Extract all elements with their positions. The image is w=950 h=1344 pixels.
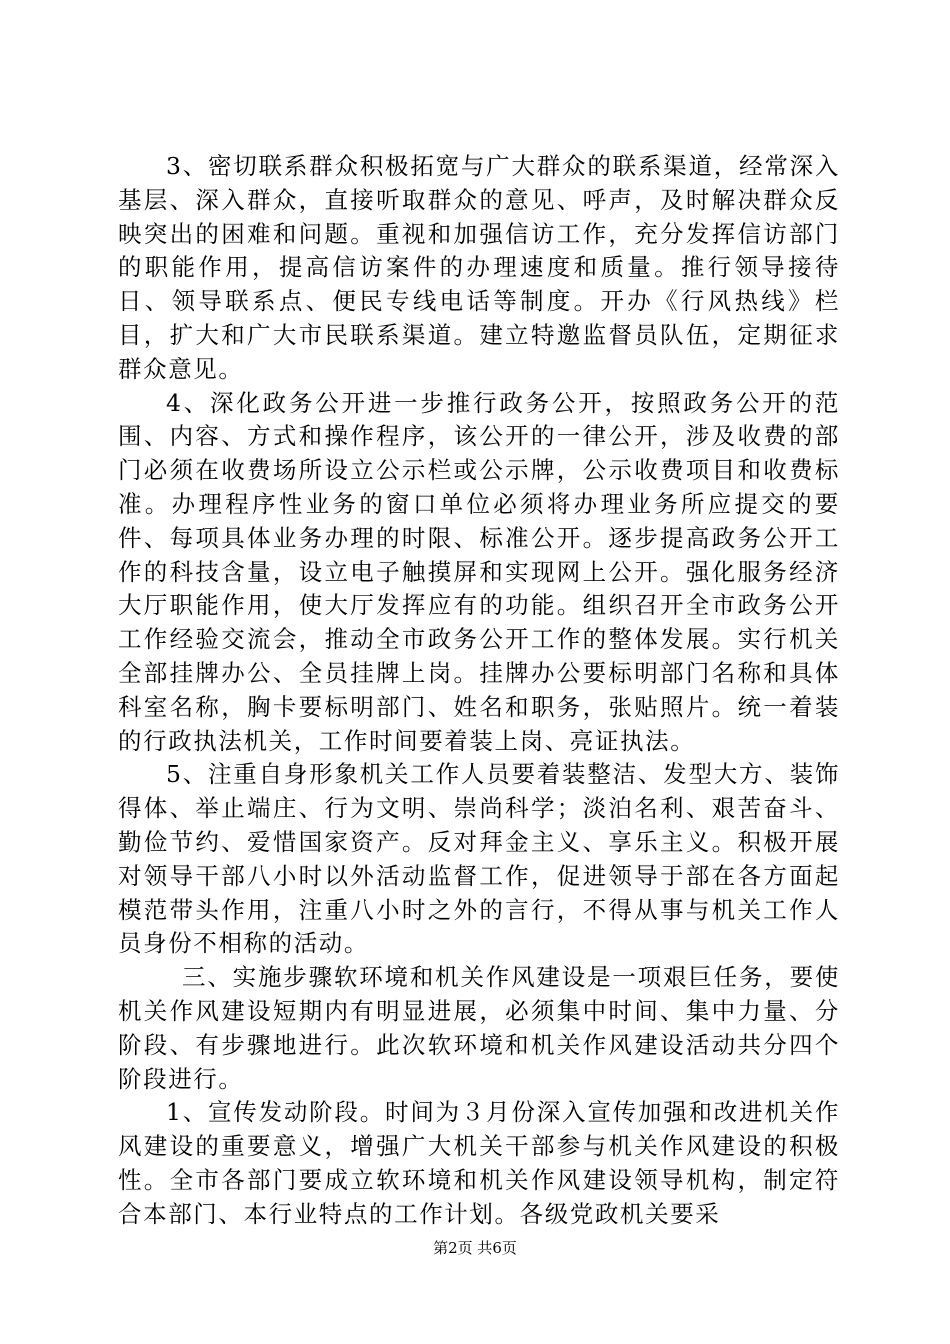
paragraph-section-3: 三、实施步骤软环境和机关作风建设是一项艰巨任务，要使机关作风建设短期内有明显进展，必须集中时间、集中力量、分阶段、有步骤地进行。此次软环境和机关作风建设活动共分四个阶段进行。 [118,963,840,1093]
paragraph-stage-1: 1、宣传发动阶段。时间为３月份深入宣传加强和改进机关作风建设的重要意义，增强广大机关干部参与机关作风建设的积极性。全市各部门要成立软环境和机关作风建设领导机构，制定符合本部门、本行业特点的工作计划。各级党政机关要采 [118,1098,840,1228]
page-number-footer: 第2页 共6页 [433,1239,517,1257]
document-body [118,150,840,1232]
paragraph-item-3: 3、密切联系群众积极拓宽与广大群众的联系渠道，经常深入基层、深入群众，直接听取群众的意见、呼声，及时解决群众反映突出的困难和问题。重视和加强信访工作，充分发挥信访部门的职能作用，提高信访案件的办理速度和质量。推行领导接待日、领导联系点、便民专线电话等制度。开办《行风热线》栏目，扩大和广大市民联系渠道。建立特邀监督员队伍，定期征求群众意见。 [118,152,840,383]
paragraph-item-4: 4、深化政务公开进一步推行政务公开，按照政务公开的范围、内容、方式和操作程序，该公开的一律公开，涉及收费的部门必须在收费场所设立公示栏或公示牌，公示收费项目和收费标准。办理程序性业务的窗口单位必须将办理业务所应提交的要件、每项具体业务办理的时限、标准公开。逐步提高政务公开工作的科技含量，设立电子触摸屏和实现网上公开。强化服务经济大厅职能作用，使大厅发挥应有的功能。组织召开全市政务公开工作经验交流会，推动全市政务公开工作的整体发展。实行机关全部挂牌办公、全员挂牌上岗。挂牌办公要标明部门名称和具体科室名称，胸卡要标明部门、姓名和职务，张贴照片。统一着装的行政执法机关，工作时间要着装上岗、亮证执法。 [118,388,840,755]
paragraph-item-5: 5、注重自身形象机关工作人员要着装整洁、发型大方、装饰得体、举止端庄、行为文明、崇尚科学；淡泊名利、艰苦奋斗、勤俭节约、爱惜国家资产。反对拜金主义、享乐主义。积极开展对领导干部八小时以外活动监督工作，促进领导于部在各方面起模范带头作用，注重八小时之外的言行，不得从事与机关工作人员身份不相称的活动。 [118,760,840,958]
